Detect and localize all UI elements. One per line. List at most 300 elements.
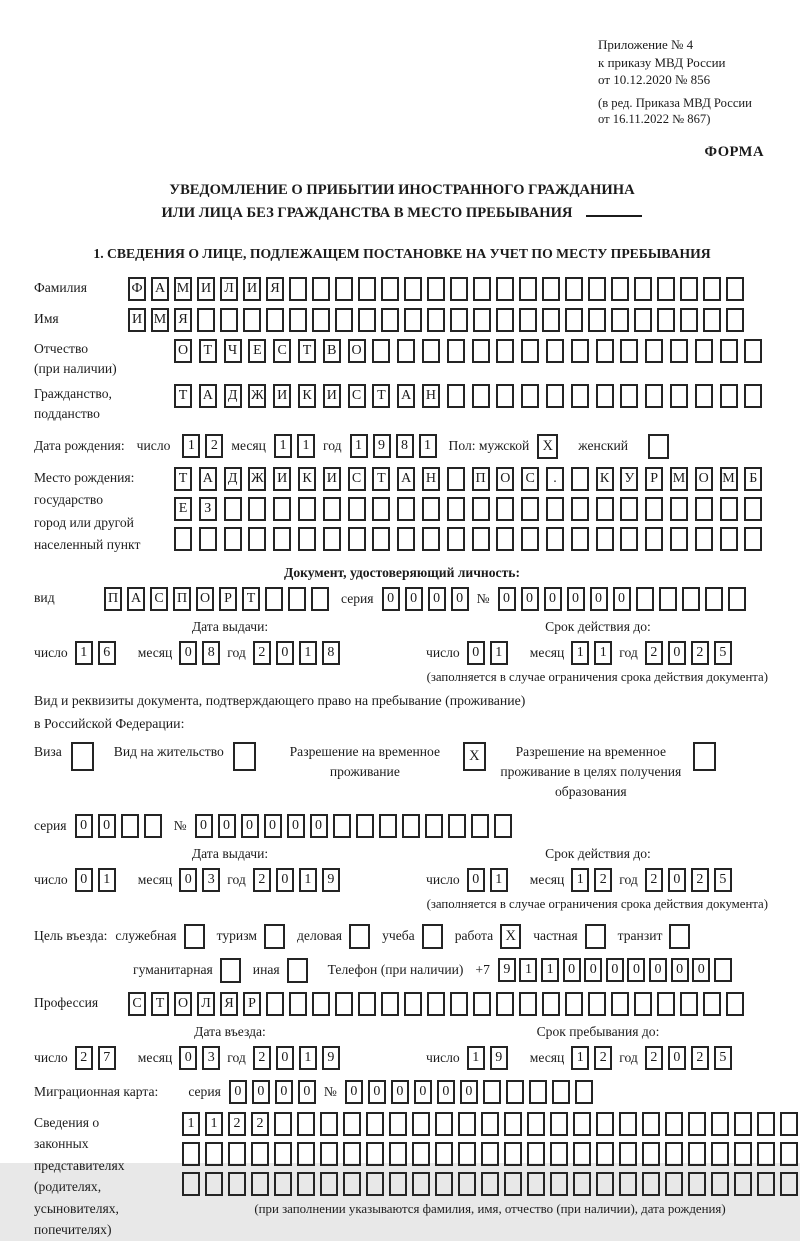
char-box[interactable] xyxy=(634,308,652,332)
char-box[interactable]: 0 xyxy=(405,587,423,611)
char-box[interactable] xyxy=(780,1172,798,1196)
char-box[interactable] xyxy=(726,277,744,301)
char-box[interactable] xyxy=(266,992,284,1016)
char-box[interactable]: Д xyxy=(224,467,242,491)
char-box[interactable] xyxy=(703,277,721,301)
char-box[interactable] xyxy=(546,384,564,408)
char-box[interactable] xyxy=(705,587,723,611)
char-box[interactable]: Я xyxy=(174,308,192,332)
char-box[interactable] xyxy=(573,1172,591,1196)
char-box[interactable]: Т xyxy=(174,384,192,408)
char-box[interactable] xyxy=(542,277,560,301)
char-box[interactable] xyxy=(472,527,490,551)
char-box[interactable] xyxy=(397,339,415,363)
char-box[interactable] xyxy=(228,1142,246,1166)
char-box[interactable] xyxy=(496,339,514,363)
res-issue-year-input[interactable] xyxy=(253,868,340,892)
char-box[interactable] xyxy=(389,1172,407,1196)
char-box[interactable] xyxy=(620,339,638,363)
char-box[interactable] xyxy=(550,1112,568,1136)
char-box[interactable]: Ж xyxy=(248,384,266,408)
char-box[interactable] xyxy=(297,1112,315,1136)
char-box[interactable]: Л xyxy=(197,992,215,1016)
char-box[interactable]: 1 xyxy=(490,868,508,892)
char-box[interactable] xyxy=(450,308,468,332)
char-box[interactable] xyxy=(682,587,700,611)
char-box[interactable]: 2 xyxy=(645,641,663,665)
char-box[interactable]: 9 xyxy=(498,958,516,982)
char-box[interactable] xyxy=(659,587,677,611)
char-box[interactable] xyxy=(620,384,638,408)
char-box[interactable] xyxy=(333,814,351,838)
char-box[interactable]: К xyxy=(298,384,316,408)
char-box[interactable]: О xyxy=(174,992,192,1016)
char-box[interactable]: 2 xyxy=(645,1046,663,1070)
char-box[interactable] xyxy=(703,308,721,332)
char-box[interactable]: О xyxy=(695,467,713,491)
char-box[interactable] xyxy=(757,1142,775,1166)
birth-day-input[interactable] xyxy=(182,434,223,458)
char-box[interactable] xyxy=(323,497,341,521)
char-box[interactable] xyxy=(379,814,397,838)
char-box[interactable] xyxy=(496,992,514,1016)
char-box[interactable] xyxy=(519,992,537,1016)
char-box[interactable]: И xyxy=(323,384,341,408)
res-series-input[interactable] xyxy=(75,814,162,838)
char-box[interactable] xyxy=(251,1142,269,1166)
char-box[interactable]: 1 xyxy=(571,868,589,892)
char-box[interactable]: 0 xyxy=(98,814,116,838)
char-box[interactable] xyxy=(335,308,353,332)
char-box[interactable]: 8 xyxy=(322,641,340,665)
char-box[interactable]: 9 xyxy=(322,868,340,892)
char-box[interactable] xyxy=(481,1172,499,1196)
char-box[interactable]: 0 xyxy=(368,1080,386,1104)
char-box[interactable]: 0 xyxy=(584,958,602,982)
char-box[interactable] xyxy=(665,1142,683,1166)
char-box[interactable]: И xyxy=(243,277,261,301)
char-box[interactable]: 0 xyxy=(275,1080,293,1104)
char-box[interactable] xyxy=(728,587,746,611)
char-box[interactable]: Ф xyxy=(128,277,146,301)
char-box[interactable] xyxy=(504,1172,522,1196)
char-box[interactable]: 0 xyxy=(544,587,562,611)
char-box[interactable] xyxy=(596,1172,614,1196)
representatives-input-row1[interactable] xyxy=(182,1112,798,1136)
char-box[interactable]: 2 xyxy=(645,868,663,892)
char-box[interactable] xyxy=(402,814,420,838)
char-box[interactable] xyxy=(199,527,217,551)
char-box[interactable] xyxy=(521,527,539,551)
char-box[interactable]: О xyxy=(348,339,366,363)
valid-year-input[interactable] xyxy=(645,641,732,665)
char-box[interactable] xyxy=(266,308,284,332)
char-box[interactable]: А xyxy=(127,587,145,611)
phone-input[interactable] xyxy=(498,958,732,982)
char-box[interactable]: 0 xyxy=(563,958,581,982)
char-box[interactable]: П xyxy=(173,587,191,611)
char-box[interactable]: 1 xyxy=(297,434,315,458)
char-box[interactable] xyxy=(588,277,606,301)
char-box[interactable]: 5 xyxy=(714,1046,732,1070)
char-box[interactable] xyxy=(335,992,353,1016)
stay-month-input[interactable] xyxy=(571,1046,612,1070)
sex-male-checkbox[interactable]: X xyxy=(537,434,558,459)
char-box[interactable] xyxy=(571,384,589,408)
char-box[interactable] xyxy=(506,1080,524,1104)
char-box[interactable]: Д xyxy=(224,384,242,408)
char-box[interactable] xyxy=(619,1112,637,1136)
char-box[interactable]: 1 xyxy=(205,1112,223,1136)
char-box[interactable] xyxy=(552,1080,570,1104)
char-box[interactable]: Б xyxy=(744,467,762,491)
char-box[interactable] xyxy=(435,1172,453,1196)
char-box[interactable] xyxy=(680,308,698,332)
purpose-work-checkbox[interactable]: X xyxy=(500,924,521,949)
char-box[interactable]: И xyxy=(273,384,291,408)
char-box[interactable]: 0 xyxy=(241,814,259,838)
char-box[interactable] xyxy=(744,384,762,408)
name-input[interactable] xyxy=(128,308,744,332)
char-box[interactable]: 0 xyxy=(287,814,305,838)
char-box[interactable]: . xyxy=(546,467,564,491)
valid-month-input[interactable] xyxy=(571,641,612,665)
char-box[interactable]: 6 xyxy=(98,641,116,665)
char-box[interactable] xyxy=(546,497,564,521)
char-box[interactable]: 0 xyxy=(460,1080,478,1104)
temp-residence-checkbox[interactable]: X xyxy=(463,742,486,771)
char-box[interactable] xyxy=(565,277,583,301)
char-box[interactable] xyxy=(447,384,465,408)
patronymic-input[interactable] xyxy=(174,339,762,363)
stay-day-input[interactable] xyxy=(467,1046,508,1070)
char-box[interactable]: 0 xyxy=(451,587,469,611)
char-box[interactable] xyxy=(182,1172,200,1196)
char-box[interactable] xyxy=(688,1172,706,1196)
char-box[interactable] xyxy=(197,308,215,332)
char-box[interactable] xyxy=(596,339,614,363)
stay-year-input[interactable] xyxy=(645,1046,732,1070)
char-box[interactable] xyxy=(634,277,652,301)
issue-year-input[interactable] xyxy=(253,641,340,665)
char-box[interactable] xyxy=(311,587,329,611)
char-box[interactable] xyxy=(571,467,589,491)
char-box[interactable] xyxy=(542,992,560,1016)
char-box[interactable] xyxy=(588,308,606,332)
char-box[interactable] xyxy=(397,497,415,521)
char-box[interactable]: 0 xyxy=(467,868,485,892)
char-box[interactable] xyxy=(397,527,415,551)
char-box[interactable] xyxy=(546,339,564,363)
char-box[interactable]: Т xyxy=(372,467,390,491)
char-box[interactable] xyxy=(573,1112,591,1136)
char-box[interactable] xyxy=(496,308,514,332)
char-box[interactable] xyxy=(289,277,307,301)
char-box[interactable] xyxy=(550,1172,568,1196)
char-box[interactable] xyxy=(611,277,629,301)
char-box[interactable]: 7 xyxy=(98,1046,116,1070)
char-box[interactable]: 2 xyxy=(691,1046,709,1070)
char-box[interactable]: М xyxy=(670,467,688,491)
char-box[interactable] xyxy=(372,497,390,521)
char-box[interactable]: А xyxy=(397,467,415,491)
char-box[interactable]: 1 xyxy=(299,1046,317,1070)
doc-number-input[interactable] xyxy=(498,587,746,611)
char-box[interactable]: 2 xyxy=(594,868,612,892)
char-box[interactable] xyxy=(447,527,465,551)
char-box[interactable] xyxy=(645,497,663,521)
char-box[interactable]: С xyxy=(348,384,366,408)
char-box[interactable] xyxy=(320,1172,338,1196)
char-box[interactable]: 1 xyxy=(419,434,437,458)
char-box[interactable]: У xyxy=(620,467,638,491)
char-box[interactable] xyxy=(182,1142,200,1166)
char-box[interactable] xyxy=(521,339,539,363)
char-box[interactable] xyxy=(757,1172,775,1196)
char-box[interactable] xyxy=(473,308,491,332)
residence-permit-checkbox[interactable] xyxy=(233,742,256,771)
char-box[interactable] xyxy=(274,1142,292,1166)
char-box[interactable] xyxy=(620,497,638,521)
char-box[interactable] xyxy=(251,1172,269,1196)
char-box[interactable] xyxy=(720,497,738,521)
char-box[interactable]: 0 xyxy=(567,587,585,611)
char-box[interactable]: К xyxy=(596,467,614,491)
char-box[interactable]: С xyxy=(521,467,539,491)
char-box[interactable]: 2 xyxy=(594,1046,612,1070)
char-box[interactable] xyxy=(481,1142,499,1166)
char-box[interactable] xyxy=(358,308,376,332)
char-box[interactable] xyxy=(496,497,514,521)
profession-input[interactable] xyxy=(128,992,744,1016)
char-box[interactable] xyxy=(425,814,443,838)
char-box[interactable]: С xyxy=(128,992,146,1016)
char-box[interactable] xyxy=(611,308,629,332)
char-box[interactable]: Ж xyxy=(248,467,266,491)
char-box[interactable]: 0 xyxy=(229,1080,247,1104)
char-box[interactable] xyxy=(596,384,614,408)
char-box[interactable] xyxy=(744,339,762,363)
char-box[interactable] xyxy=(619,1142,637,1166)
char-box[interactable] xyxy=(404,308,422,332)
temp-residence-edu-checkbox[interactable] xyxy=(693,742,716,771)
char-box[interactable] xyxy=(483,1080,501,1104)
char-box[interactable]: Т xyxy=(242,587,260,611)
char-box[interactable] xyxy=(619,1172,637,1196)
char-box[interactable] xyxy=(596,527,614,551)
purpose-private-checkbox[interactable] xyxy=(585,924,606,949)
char-box[interactable] xyxy=(447,497,465,521)
char-box[interactable]: Л xyxy=(220,277,238,301)
char-box[interactable] xyxy=(645,527,663,551)
res-issue-day-input[interactable] xyxy=(75,868,116,892)
char-box[interactable] xyxy=(734,1142,752,1166)
char-box[interactable] xyxy=(726,308,744,332)
char-box[interactable] xyxy=(571,527,589,551)
char-box[interactable] xyxy=(458,1172,476,1196)
char-box[interactable] xyxy=(496,527,514,551)
char-box[interactable]: 1 xyxy=(490,641,508,665)
char-box[interactable]: 1 xyxy=(519,958,537,982)
char-box[interactable]: 1 xyxy=(299,641,317,665)
char-box[interactable]: 0 xyxy=(310,814,328,838)
char-box[interactable]: М xyxy=(174,277,192,301)
char-box[interactable] xyxy=(274,1172,292,1196)
char-box[interactable] xyxy=(665,1112,683,1136)
representatives-input-row3[interactable] xyxy=(182,1172,798,1196)
char-box[interactable] xyxy=(458,1112,476,1136)
char-box[interactable]: 2 xyxy=(253,641,271,665)
char-box[interactable] xyxy=(571,497,589,521)
char-box[interactable] xyxy=(412,1172,430,1196)
char-box[interactable] xyxy=(356,814,374,838)
char-box[interactable]: 0 xyxy=(264,814,282,838)
char-box[interactable]: 2 xyxy=(253,868,271,892)
char-box[interactable] xyxy=(447,467,465,491)
char-box[interactable]: И xyxy=(273,467,291,491)
char-box[interactable] xyxy=(695,384,713,408)
char-box[interactable] xyxy=(248,527,266,551)
char-box[interactable] xyxy=(298,527,316,551)
char-box[interactable] xyxy=(596,1142,614,1166)
char-box[interactable] xyxy=(450,277,468,301)
char-box[interactable] xyxy=(412,1112,430,1136)
char-box[interactable] xyxy=(343,1172,361,1196)
char-box[interactable] xyxy=(550,1142,568,1166)
char-box[interactable] xyxy=(472,339,490,363)
char-box[interactable] xyxy=(297,1172,315,1196)
birthplace-input-row2[interactable] xyxy=(174,497,762,521)
char-box[interactable]: Р xyxy=(219,587,237,611)
char-box[interactable]: 9 xyxy=(373,434,391,458)
char-box[interactable]: Е xyxy=(174,497,192,521)
char-box[interactable]: Н xyxy=(422,384,440,408)
char-box[interactable] xyxy=(620,527,638,551)
char-box[interactable]: 0 xyxy=(276,868,294,892)
valid-day-input[interactable] xyxy=(467,641,508,665)
char-box[interactable]: 5 xyxy=(714,641,732,665)
char-box[interactable]: И xyxy=(128,308,146,332)
issue-day-input[interactable] xyxy=(75,641,116,665)
char-box[interactable] xyxy=(670,339,688,363)
char-box[interactable] xyxy=(381,277,399,301)
char-box[interactable] xyxy=(519,277,537,301)
char-box[interactable] xyxy=(680,277,698,301)
char-box[interactable]: 0 xyxy=(298,1080,316,1104)
birthplace-input-row3[interactable] xyxy=(174,527,762,551)
char-box[interactable]: 1 xyxy=(467,1046,485,1070)
char-box[interactable]: З xyxy=(199,497,217,521)
char-box[interactable] xyxy=(121,814,139,838)
char-box[interactable]: К xyxy=(298,467,316,491)
char-box[interactable]: 1 xyxy=(350,434,368,458)
char-box[interactable]: 1 xyxy=(274,434,292,458)
char-box[interactable]: Т xyxy=(372,384,390,408)
char-box[interactable]: 1 xyxy=(75,641,93,665)
char-box[interactable] xyxy=(422,527,440,551)
char-box[interactable]: 0 xyxy=(414,1080,432,1104)
char-box[interactable] xyxy=(435,1112,453,1136)
char-box[interactable] xyxy=(494,814,512,838)
char-box[interactable]: 0 xyxy=(179,868,197,892)
char-box[interactable]: В xyxy=(323,339,341,363)
char-box[interactable] xyxy=(335,277,353,301)
char-box[interactable] xyxy=(703,992,721,1016)
res-issue-month-input[interactable] xyxy=(179,868,220,892)
char-box[interactable]: 9 xyxy=(322,1046,340,1070)
char-box[interactable] xyxy=(744,527,762,551)
char-box[interactable] xyxy=(224,527,242,551)
char-box[interactable]: 0 xyxy=(668,1046,686,1070)
char-box[interactable] xyxy=(642,1142,660,1166)
char-box[interactable]: 0 xyxy=(75,868,93,892)
char-box[interactable]: П xyxy=(104,587,122,611)
entry-day-input[interactable] xyxy=(75,1046,116,1070)
char-box[interactable] xyxy=(404,992,422,1016)
char-box[interactable] xyxy=(472,497,490,521)
char-box[interactable] xyxy=(389,1142,407,1166)
char-box[interactable] xyxy=(372,527,390,551)
char-box[interactable] xyxy=(289,992,307,1016)
purpose-official-checkbox[interactable] xyxy=(184,924,205,949)
char-box[interactable]: И xyxy=(197,277,215,301)
char-box[interactable] xyxy=(565,992,583,1016)
char-box[interactable] xyxy=(427,992,445,1016)
char-box[interactable] xyxy=(366,1142,384,1166)
char-box[interactable] xyxy=(481,1112,499,1136)
char-box[interactable]: 8 xyxy=(202,641,220,665)
char-box[interactable]: 0 xyxy=(668,868,686,892)
char-box[interactable] xyxy=(422,339,440,363)
char-box[interactable]: 0 xyxy=(437,1080,455,1104)
res-number-input[interactable] xyxy=(195,814,512,838)
char-box[interactable]: Т xyxy=(298,339,316,363)
char-box[interactable] xyxy=(471,814,489,838)
char-box[interactable] xyxy=(642,1172,660,1196)
char-box[interactable] xyxy=(642,1112,660,1136)
char-box[interactable] xyxy=(744,497,762,521)
char-box[interactable]: М xyxy=(720,467,738,491)
char-box[interactable]: 0 xyxy=(627,958,645,982)
char-box[interactable] xyxy=(473,277,491,301)
res-valid-day-input[interactable] xyxy=(467,868,508,892)
char-box[interactable]: 0 xyxy=(252,1080,270,1104)
char-box[interactable] xyxy=(521,384,539,408)
mc-number-input[interactable] xyxy=(345,1080,593,1104)
char-box[interactable]: А xyxy=(151,277,169,301)
char-box[interactable] xyxy=(472,384,490,408)
char-box[interactable] xyxy=(274,1112,292,1136)
char-box[interactable] xyxy=(447,339,465,363)
char-box[interactable]: 0 xyxy=(391,1080,409,1104)
char-box[interactable] xyxy=(680,992,698,1016)
char-box[interactable]: О xyxy=(174,339,192,363)
citizenship-input[interactable] xyxy=(174,384,762,408)
char-box[interactable] xyxy=(734,1172,752,1196)
char-box[interactable]: 3 xyxy=(202,1046,220,1070)
char-box[interactable] xyxy=(571,339,589,363)
char-box[interactable]: 5 xyxy=(714,868,732,892)
char-box[interactable]: С xyxy=(150,587,168,611)
char-box[interactable] xyxy=(496,277,514,301)
char-box[interactable]: 1 xyxy=(182,434,200,458)
char-box[interactable] xyxy=(422,497,440,521)
char-box[interactable] xyxy=(645,339,663,363)
char-box[interactable]: Р xyxy=(243,992,261,1016)
char-box[interactable] xyxy=(458,1142,476,1166)
mc-series-input[interactable] xyxy=(229,1080,316,1104)
char-box[interactable] xyxy=(288,587,306,611)
